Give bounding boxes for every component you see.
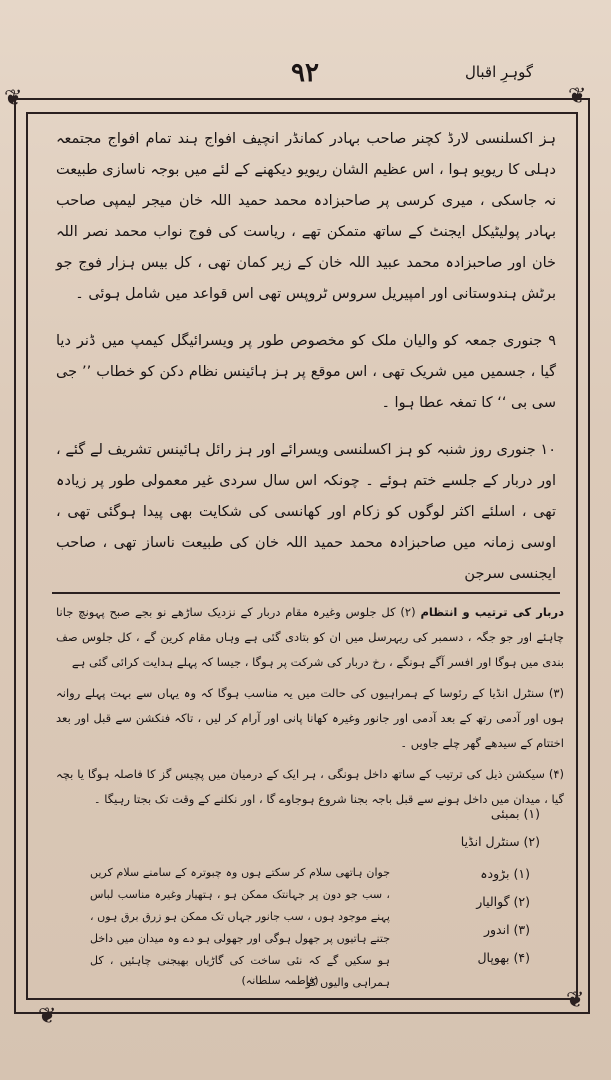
- notes-item: (۴) سیکشن ذیل کی ترتیب کے ساتھ داخل ہونگی ، ہر ایک کے درمیان میں پچیس گز کا فاصلہ ہوگا یا بچہ گیا ، میدان میں داخل ہونے سے قبل باجہ بجنا شروع ہوجاوے گا ، اور نکلنے کے وقت تک بجتا رہیگا ۔: [56, 767, 564, 806]
- state-list: [420, 860, 530, 972]
- list-item: (۴) بھوپال: [477, 950, 530, 965]
- list-item: (۳) اندور: [483, 922, 530, 937]
- corner-ornament-icon: ❦: [38, 1004, 57, 1029]
- list-item: (۱) بمبئی: [490, 806, 540, 821]
- side-note: جوان ہاتھی سلام کر سکتے ہوں وہ چبوترہ کے سامنے سلام کریں ، سب جو دون پر جہانتک ممکن ہو ، ہتھیار وغیرہ مناسب لباس پہنے موجود ہوں ، سب جانور جہاں تک ممکن ہو زرق برق ہوں ، جتنے ہاتیوں پر جھول ہوگی اور جھولی ہو دے وہ میدان میں داخل ہو سکیں گے کہ نئی ساخت کی گاڑیاں بھیجنی چاہئیں ، کل ہمراہی والیوں کو: [90, 866, 390, 989]
- notes-item: [56, 600, 564, 675]
- corner-ornament-icon: ❦: [4, 86, 23, 111]
- notes-section: [56, 600, 564, 818]
- corner-ornament-icon: ❦: [566, 988, 585, 1013]
- running-head: گوہرِ اقبال: [464, 63, 533, 81]
- closing-signature: (فاطمہ سلطانہ): [241, 974, 319, 987]
- region-list: [430, 800, 540, 856]
- list-item: (۲) سنٹرل انڈیا: [460, 834, 540, 849]
- list-item: (۱) بڑودہ: [480, 866, 530, 881]
- paragraph: ۱۰ جنوری روز شنبہ کو ہز اکسلنسی ویسرائے اور ہز رائل ہائینس تشریف لے گئے ، اور دربار کے جلسے ختم ہوئے ۔ چونکہ اس سال سردی غیر معمولی طور پر زیادہ تھی ، اسلئے اکثر لوگوں کو زکام اور کھانسی کی شکایت بھی پیدا ہوگئی تھی ، اوسی زمانہ میں صاحبزادہ محمد حمید اللہ خان کی طبیعت ناساز تھی ، صاحب ایجنسی سرجن: [56, 442, 556, 582]
- notes-item-text: (۲) کل جلوس وغیرہ مقام دربار کے نزدیک ساڑھے نو بجے صبح پہونچ جانا چاہئے اور جو جگہ ، دسمبر کی ریہرسل میں ان کو بتادی گئی ہے وہاں مقام کرین گے ، کل جلوس صف بندی میں ہوگا اور افسر آگے ہونگے ، رخ دربار کی شرکت پر ہوگا ، جیسا کہ پہلے ہدایت کرائی گئی ہے: [56, 605, 564, 669]
- list-item: (۲) گوالیار: [476, 894, 530, 909]
- paragraph: ۹ جنوری جمعہ کو والیان ملک کو مخصوص طور پر ویسرائیگل کیمپ میں ڈنر دیا گیا ، جسمیں میں شریک تھی ، اس موقع پر ہز ہائینس نظام دکن کو خطاب ’’ جی سی بی ‘‘ کا تمغہ عطا ہوا ۔: [56, 333, 556, 411]
- page-number: ٩٢: [291, 58, 319, 88]
- notes-heading: دربار کی ترتیب و انتظام: [420, 605, 564, 619]
- paragraph: ہز اکسلنسی لارڈ کچنر صاحب بہادر کمانڈر انچیف افواج ہند تمام افواج مجتمعہ دہلی کا ریویو ہوا ، اس عظیم الشان ریویو دیکھنے کے لئے میں بوجہ ناسازی طبیعت نہ جاسکی ، میری کرسی پر صاحبزادہ محمد حمید اللہ خان میجر لیمپی صاحب بہادر پولیٹیکل ایجنٹ کے ساتھ متمکن تھے ، ریاست کی فوج نواب محمد نصر اللہ خان اور صاحبزادہ محمد عبید اللہ خان کے زیر کمان تھی ، کل بیس ہزار فوج جو برٹش ہندوستانی اور امپیریل سروس ٹروپس تھی اس قواعد میں شامل ہوئی ۔: [56, 131, 556, 302]
- corner-ornament-icon: ❦: [568, 84, 587, 109]
- notes-item: (۳) سنٹرل انڈیا کے رئوسا کے ہمراہیوں کی حالت میں یہ مناسب ہوگا کہ وہ یہاں سے بہت پہلے روانہ ہوں اور آدمی رتھ کے بعد آدمی اور جانور وغیرہ کھانا پانی اور آرام کر لیں ، تاکہ فنکشن سے قبل اور بعد اختتام کے سیدھے گھر چلے جاویں ۔: [56, 686, 564, 750]
- main-text: [56, 124, 556, 606]
